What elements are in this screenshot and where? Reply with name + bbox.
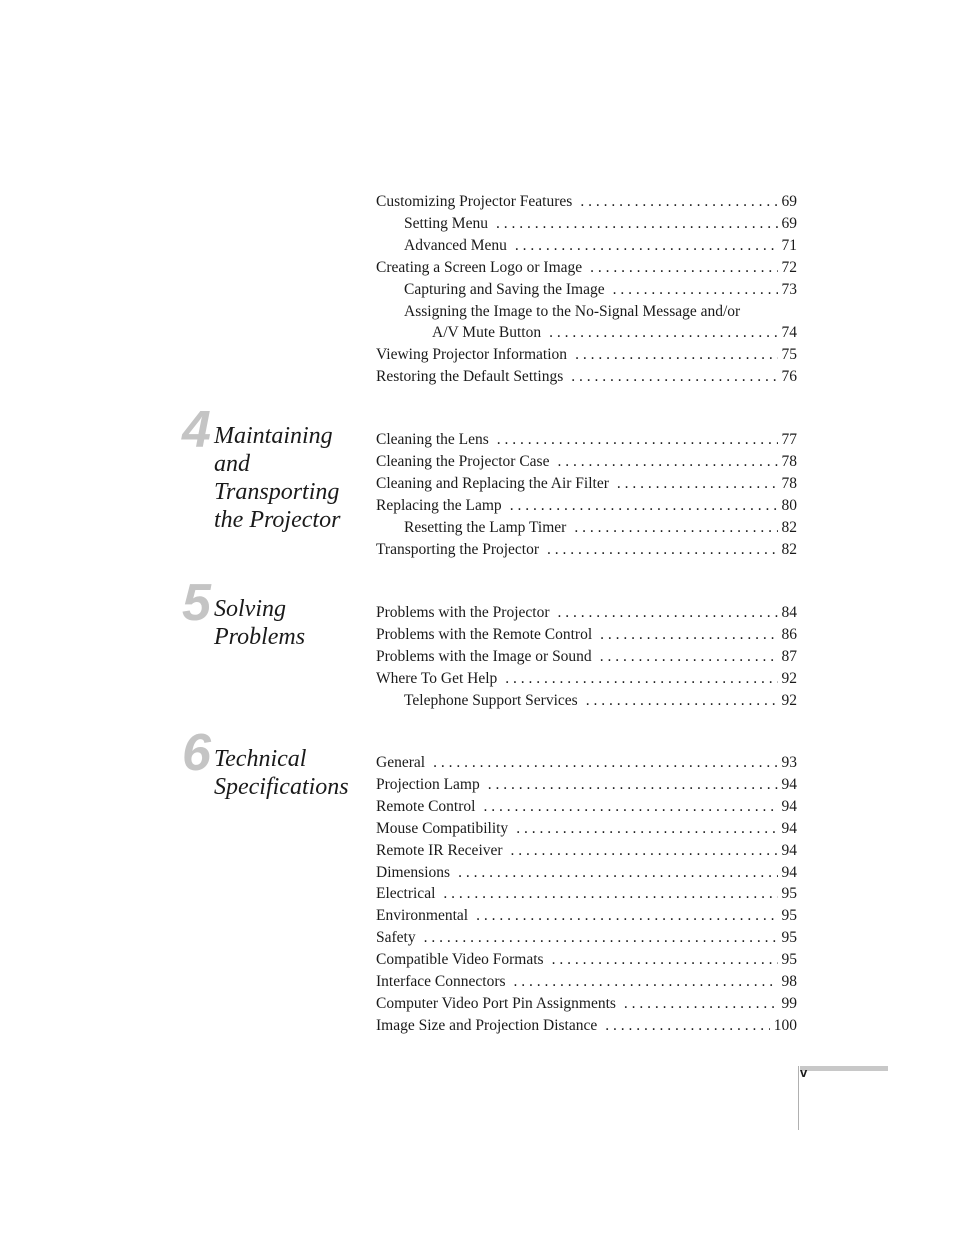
toc-entry[interactable] bbox=[376, 517, 797, 539]
toc-entry[interactable] bbox=[376, 905, 797, 927]
toc-entry-page: 80 bbox=[781, 496, 797, 514]
toc-entry-title: Problems with the Projector bbox=[376, 604, 550, 621]
toc-entry-title: Transporting the Projector bbox=[376, 540, 540, 558]
toc-entry-title: Safety bbox=[376, 929, 416, 947]
toc-section bbox=[376, 752, 797, 1037]
toc-entry-page: 92 bbox=[781, 669, 797, 687]
toc-section bbox=[376, 429, 797, 560]
toc-entry-title: Image Size and Projection Distance bbox=[376, 1016, 598, 1034]
toc-entry[interactable] bbox=[376, 429, 797, 451]
chapter-number: 5 bbox=[182, 574, 211, 632]
toc-entry[interactable] bbox=[376, 366, 797, 388]
toc-entry-page: 71 bbox=[781, 236, 797, 254]
toc-entry-page: 93 bbox=[781, 754, 797, 771]
toc-entry-title: Mouse Compatibility bbox=[376, 819, 509, 837]
toc-entry-title: Assigning the Image to the No-Signal Message and/or bbox=[404, 302, 741, 320]
toc-entry-title: Customizing Projector Features bbox=[376, 193, 573, 210]
toc-entry-page: 84 bbox=[781, 604, 797, 621]
toc-dot-leader bbox=[547, 539, 777, 561]
page-footer-divider bbox=[798, 1066, 799, 1130]
toc-entry-page: 87 bbox=[781, 647, 797, 665]
toc-entry-title: Problems with the Remote Control bbox=[376, 625, 593, 643]
toc-section bbox=[376, 191, 797, 388]
page-number: v bbox=[800, 1065, 808, 1080]
toc-entry[interactable] bbox=[376, 495, 797, 517]
toc-dot-leader bbox=[483, 796, 777, 818]
page-footer-rule bbox=[800, 1066, 888, 1071]
toc-entry-title: Restoring the Default Settings bbox=[376, 368, 564, 386]
toc-entry[interactable] bbox=[376, 257, 797, 279]
toc-entry-page: 78 bbox=[781, 452, 797, 470]
toc-dot-leader bbox=[624, 993, 778, 1015]
toc-dot-leader bbox=[558, 602, 778, 624]
toc-entry-page: 73 bbox=[781, 280, 797, 298]
toc-entry[interactable] bbox=[376, 624, 797, 646]
chapter-title: Technical Specifications bbox=[214, 746, 349, 800]
toc-entry-title: Problems with the Image or Sound bbox=[376, 647, 592, 665]
toc-dot-leader bbox=[575, 344, 777, 366]
toc-entry[interactable] bbox=[376, 796, 797, 818]
toc-entry-page: 82 bbox=[781, 518, 797, 536]
toc-entry-title: Viewing Projector Information bbox=[376, 346, 568, 364]
toc-entry-title: A/V Mute Button bbox=[432, 324, 542, 342]
toc-entry[interactable] bbox=[376, 191, 797, 213]
toc-dot-leader bbox=[443, 883, 777, 905]
toc-dot-leader bbox=[590, 257, 777, 279]
toc-dot-leader bbox=[505, 668, 777, 690]
toc-entry[interactable] bbox=[376, 690, 797, 712]
toc-entry[interactable] bbox=[376, 344, 797, 366]
toc-entry-page: 77 bbox=[781, 431, 797, 448]
toc-entry-page: 94 bbox=[781, 841, 797, 859]
toc-entry[interactable] bbox=[376, 213, 797, 235]
toc-entry[interactable] bbox=[376, 883, 797, 905]
toc-entry-title: Replacing the Lamp bbox=[376, 496, 502, 514]
toc-entry[interactable] bbox=[376, 539, 797, 561]
toc-dot-leader bbox=[510, 495, 778, 517]
toc-entry[interactable] bbox=[376, 279, 797, 301]
toc-entry-title: Computer Video Port Pin Assignments bbox=[376, 994, 616, 1012]
toc-dot-leader bbox=[515, 235, 778, 257]
toc-entry-page: 69 bbox=[781, 193, 797, 210]
chapter-title: Solving Problems bbox=[214, 596, 306, 650]
toc-dot-leader bbox=[433, 752, 777, 774]
toc-entry[interactable] bbox=[376, 971, 797, 993]
toc-entry-page: 98 bbox=[781, 973, 797, 991]
toc-entry[interactable] bbox=[376, 322, 797, 344]
toc-entry[interactable] bbox=[376, 602, 797, 624]
toc-entry-page: 94 bbox=[781, 863, 797, 881]
toc-entry[interactable] bbox=[376, 862, 797, 884]
toc-dot-leader bbox=[600, 624, 777, 646]
toc-dot-leader bbox=[586, 690, 778, 712]
toc-entry-title: Electrical bbox=[376, 885, 436, 903]
toc-entry-title: Capturing and Saving the Image bbox=[404, 280, 605, 298]
toc-entry-title: Advanced Menu bbox=[404, 236, 507, 254]
toc-dot-leader bbox=[516, 818, 777, 840]
toc-entry[interactable] bbox=[376, 818, 797, 840]
chapter-number: 6 bbox=[182, 724, 211, 782]
toc-entry-page: 92 bbox=[781, 691, 797, 709]
toc-entry-page: 95 bbox=[781, 929, 797, 947]
chapter-title: Maintaining and Transporting the Projector bbox=[214, 423, 341, 533]
toc-dot-leader bbox=[552, 949, 778, 971]
toc-entry-title: Cleaning the Projector Case bbox=[376, 452, 550, 470]
toc-dot-leader bbox=[458, 862, 777, 884]
toc-dot-leader bbox=[488, 774, 778, 796]
toc-entry[interactable] bbox=[376, 668, 797, 690]
toc-entry-title: Environmental bbox=[376, 907, 469, 925]
toc-dot-leader bbox=[613, 279, 778, 301]
toc-dot-leader bbox=[511, 840, 778, 862]
toc-dot-leader bbox=[497, 429, 778, 451]
toc-dot-leader bbox=[605, 1015, 770, 1037]
toc-dot-leader bbox=[580, 191, 777, 213]
toc-entry-title: Telephone Support Services bbox=[404, 691, 578, 709]
toc-dot-leader bbox=[514, 971, 778, 993]
toc-entry-title: Cleaning the Lens bbox=[376, 431, 489, 448]
toc-entry[interactable] bbox=[376, 840, 797, 862]
toc-entry-page: 82 bbox=[781, 540, 797, 558]
toc-entry[interactable] bbox=[376, 1015, 797, 1037]
toc-entry[interactable] bbox=[376, 473, 797, 495]
toc-entry[interactable] bbox=[376, 451, 797, 473]
toc-entry-title: Remote Control bbox=[376, 797, 476, 815]
toc-entry-page: 100 bbox=[773, 1016, 797, 1034]
toc-dot-leader bbox=[496, 213, 778, 235]
toc-entry[interactable] bbox=[376, 993, 797, 1015]
toc-entry[interactable] bbox=[376, 949, 797, 971]
toc-entry[interactable] bbox=[376, 646, 797, 668]
toc-dot-leader bbox=[476, 905, 777, 927]
chapter-number: 4 bbox=[182, 401, 211, 459]
toc-entry-page: 86 bbox=[781, 625, 797, 643]
toc-entry-page: 95 bbox=[781, 885, 797, 903]
toc-dot-leader bbox=[600, 646, 778, 668]
toc-entry-page: 94 bbox=[781, 775, 797, 793]
toc-dot-leader bbox=[571, 366, 777, 388]
toc-entry-page: 76 bbox=[781, 368, 797, 386]
toc-dot-leader bbox=[617, 473, 778, 495]
toc-entry-title: Where To Get Help bbox=[376, 669, 498, 687]
toc-entry-title: Cleaning and Replacing the Air Filter bbox=[376, 474, 609, 492]
toc-dot-leader bbox=[574, 517, 777, 539]
toc-entry-page: 78 bbox=[781, 474, 797, 492]
toc-entry-title: Dimensions bbox=[376, 863, 451, 881]
toc-entry-page: 72 bbox=[781, 258, 797, 276]
toc-section bbox=[376, 602, 797, 712]
toc-entry-page: 95 bbox=[781, 907, 797, 925]
toc-entry-page: 74 bbox=[781, 324, 797, 342]
toc-entry-page: 99 bbox=[781, 994, 797, 1012]
toc-entry-title: Projection Lamp bbox=[376, 775, 480, 793]
toc-entry-title: Interface Connectors bbox=[376, 973, 506, 991]
toc-entry-title: Setting Menu bbox=[404, 214, 488, 232]
toc-entry-title: General bbox=[376, 754, 426, 771]
toc-entry-title: Resetting the Lamp Timer bbox=[404, 518, 567, 536]
toc-entry-title: Remote IR Receiver bbox=[376, 841, 503, 859]
toc-entry[interactable] bbox=[376, 752, 797, 774]
toc-entry-title: Compatible Video Formats bbox=[376, 951, 544, 969]
toc-entry[interactable] bbox=[376, 927, 797, 949]
toc-dot-leader bbox=[557, 451, 777, 473]
toc-entry-page: 94 bbox=[781, 819, 797, 837]
toc-dot-leader bbox=[549, 322, 777, 344]
toc-entry-title: Creating a Screen Logo or Image bbox=[376, 258, 583, 276]
toc-entry[interactable] bbox=[376, 301, 797, 323]
toc-entry[interactable] bbox=[376, 235, 797, 257]
toc-entry-page: 75 bbox=[781, 346, 797, 364]
toc-entry[interactable] bbox=[376, 774, 797, 796]
toc-entry-page: 69 bbox=[781, 214, 797, 232]
toc-entry-page: 95 bbox=[781, 951, 797, 969]
toc-entry-page: 94 bbox=[781, 797, 797, 815]
toc-dot-leader bbox=[424, 927, 778, 949]
